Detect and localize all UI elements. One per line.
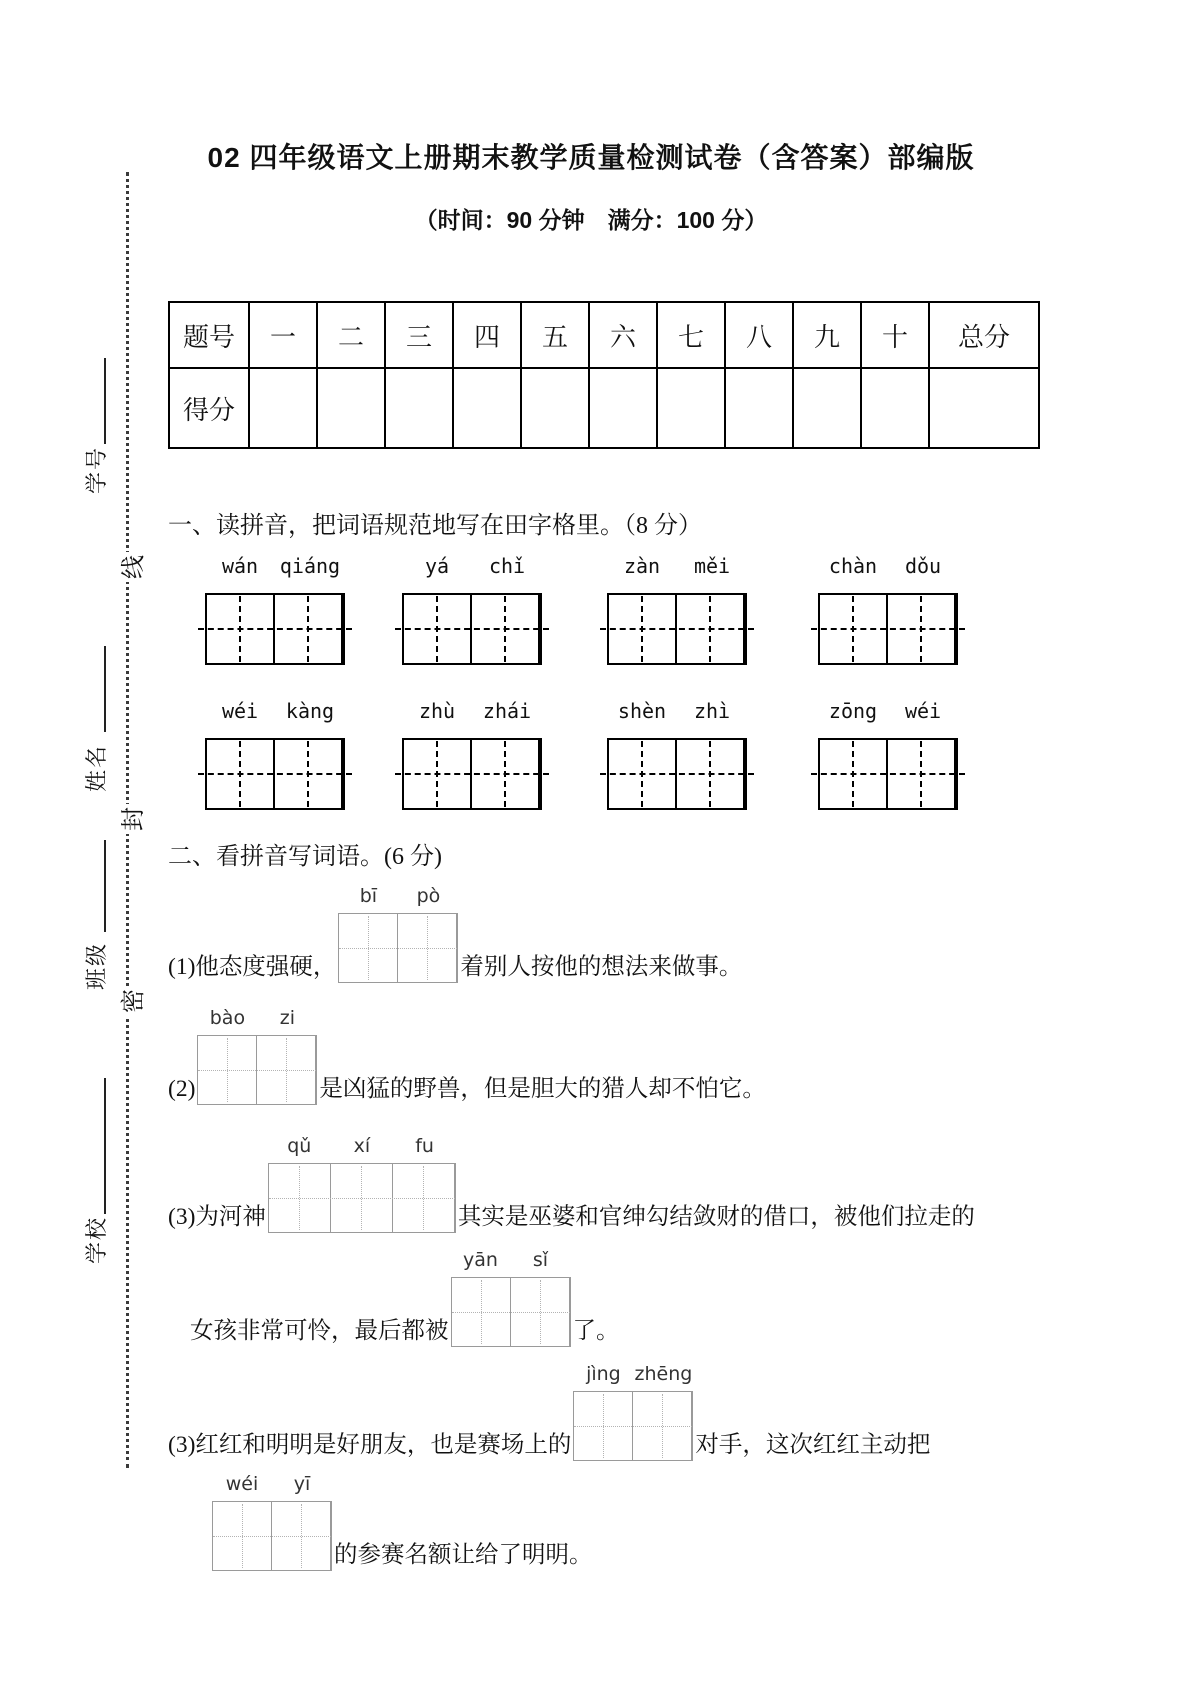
score-cell-empty: [249, 368, 317, 448]
write-box: [451, 1277, 571, 1347]
tian-unit: [607, 554, 747, 665]
write-box-center-dash: [574, 1426, 692, 1427]
score-col-header-总分: 总分: [929, 302, 1039, 368]
pinyin-label: [268, 1135, 456, 1157]
sentence-pre: (2): [168, 1076, 196, 1102]
section2-items: [168, 885, 1014, 1571]
write-box: [212, 1501, 332, 1571]
sentence-line: [168, 1363, 1014, 1461]
pinyin-syllable: zhù: [418, 699, 456, 723]
score-col-header-七: 七: [657, 302, 725, 368]
pinyin-syllable: dǒu: [904, 554, 942, 578]
score-col-header-三: 三: [385, 302, 453, 368]
pinyin-label: [818, 554, 958, 578]
pinyin-syllable: fu: [415, 1135, 434, 1157]
score-cell-empty: [589, 368, 657, 448]
sentence-post: 对手，这次红红主动把: [695, 1432, 931, 1458]
pinyin-syllable: xí: [353, 1135, 371, 1157]
score-table-score-row: [169, 368, 1039, 448]
page-title: 02 四年级语文上册期末教学质量检测试卷（含答案）部编版: [207, 142, 975, 173]
pinyin-box: [338, 885, 458, 983]
score-row-label: 得分: [169, 368, 249, 448]
pinyin-syllable: zhái: [482, 699, 532, 723]
sentence-line: [210, 1473, 1014, 1571]
score-cell-empty: [317, 368, 385, 448]
tian-center-dash: [395, 773, 549, 775]
tian-center-dash: [198, 628, 352, 630]
exam-time-score: （时间：90 分钟 满分：100 分）: [414, 207, 768, 233]
blank-line-1: [104, 646, 106, 732]
write-box-center-dash: [198, 1070, 316, 1071]
seal-line-char-2: 密: [113, 986, 148, 1016]
write-box-center-dash: [452, 1312, 570, 1313]
field-label-3: 学校: [84, 1215, 109, 1264]
sentence-post: 了。: [572, 1318, 620, 1344]
field-label-1: 姓名: [84, 743, 109, 792]
tian-grid: [205, 738, 345, 810]
score-cell-empty: [929, 368, 1039, 448]
sentence-post: 的参赛名额让给了明明。: [334, 1542, 593, 1568]
seal-line-char-0: 线: [113, 552, 148, 582]
tian-grid: [818, 738, 958, 810]
score-col-header-九: 九: [793, 302, 861, 368]
tian-unit: [402, 699, 542, 810]
tian-row-0: [168, 554, 1014, 665]
sentence-line: [190, 1249, 1014, 1347]
pinyin-syllable: kàng: [285, 699, 335, 723]
pinyin-syllable: chàn: [828, 554, 878, 578]
pinyin-syllable: zhì: [693, 699, 731, 723]
tian-center-dash: [811, 628, 965, 630]
seal-line-char-1: 封: [113, 804, 148, 834]
tian-grid: [607, 738, 747, 810]
sentence-pre: (3)红红和明明是好朋友，也是赛场上的: [168, 1432, 572, 1458]
score-col-header-四: 四: [453, 302, 521, 368]
pinyin-label: [402, 699, 542, 723]
tian-center-dash: [198, 773, 352, 775]
pinyin-label: [205, 554, 345, 578]
section1-grid-rows: [168, 554, 1014, 810]
score-col-header-五: 五: [521, 302, 589, 368]
score-col-header-八: 八: [725, 302, 793, 368]
pinyin-box: [212, 1473, 332, 1571]
pinyin-syllable: bào: [209, 1007, 246, 1029]
pinyin-syllable: wéi: [221, 699, 259, 723]
pinyin-syllable: wéi: [904, 699, 942, 723]
pinyin-syllable: zōng: [828, 699, 878, 723]
pinyin-syllable: zi: [279, 1007, 296, 1029]
score-col-header-六: 六: [589, 302, 657, 368]
pinyin-label: [818, 699, 958, 723]
sentence-pre: (1)他态度强硬，: [168, 954, 337, 980]
score-cell-empty: [521, 368, 589, 448]
write-box: [338, 913, 458, 983]
pinyin-syllable: yá: [424, 554, 450, 578]
pinyin-label: [607, 554, 747, 578]
pinyin-syllable: wán: [221, 554, 259, 578]
write-box-center-dash: [339, 948, 457, 949]
sentence-post: 是凶猛的野兽，但是胆大的猎人却不怕它。: [319, 1076, 766, 1102]
field-label-0: 学号: [84, 445, 109, 494]
pinyin-label: [338, 885, 458, 907]
pinyin-label: [402, 554, 542, 578]
pinyin-label: [451, 1249, 571, 1271]
write-box: [573, 1391, 693, 1461]
sentence-post: 其实是巫婆和官绅勾结敛财的借口，被他们拉走的: [457, 1204, 975, 1230]
pinyin-syllable: qiáng: [279, 554, 341, 578]
pinyin-syllable: wéi: [225, 1473, 259, 1495]
tian-unit: [818, 554, 958, 665]
pinyin-label: [607, 699, 747, 723]
sentence-line: [168, 1007, 1014, 1105]
pinyin-label: [212, 1473, 332, 1495]
blank-line-3: [104, 1078, 106, 1214]
tian-unit: [205, 554, 345, 665]
pinyin-syllable: yān: [463, 1249, 498, 1271]
tian-center-dash: [395, 628, 549, 630]
pinyin-syllable: bī: [359, 885, 378, 907]
write-box-center-dash: [213, 1536, 331, 1537]
score-cell-empty: [453, 368, 521, 448]
section1-heading: 一、读拼音，把词语规范地写在田字格里。（8 分）: [168, 513, 702, 539]
pinyin-syllable: shèn: [617, 699, 667, 723]
pinyin-label: [205, 699, 345, 723]
tian-unit: [205, 699, 345, 810]
write-box-center-dash: [269, 1198, 455, 1199]
field-label-2: 班级: [84, 941, 109, 990]
sentence-post: 着别人按他的想法来做事。: [460, 954, 743, 980]
score-table: [168, 301, 1040, 449]
tian-grid: [607, 593, 747, 665]
pinyin-label: [197, 1007, 317, 1029]
pinyin-box: [451, 1249, 571, 1347]
score-cell-empty: [725, 368, 793, 448]
sentence-pre: (3)为河神: [168, 1204, 266, 1230]
score-col-header-十: 十: [861, 302, 929, 368]
write-box: [268, 1163, 456, 1233]
pinyin-box: [268, 1135, 456, 1233]
main-column: [168, 0, 1014, 1571]
tian-grid: [402, 738, 542, 810]
pinyin-syllable: zàn: [623, 554, 661, 578]
tian-row-1: [168, 699, 1014, 810]
score-cell-empty: [861, 368, 929, 448]
pinyin-syllable: qǔ: [287, 1135, 312, 1157]
sentence-line: [168, 1135, 1014, 1233]
pinyin-syllable: zhēng: [634, 1363, 693, 1385]
blank-line-2: [104, 840, 106, 932]
score-table-corner-label: 题号: [169, 302, 249, 368]
score-cell-empty: [385, 368, 453, 448]
tian-unit: [818, 699, 958, 810]
sentence-pre: 女孩非常可怜，最后都被: [190, 1318, 449, 1344]
tian-unit: [607, 699, 747, 810]
blank-line-0: [104, 358, 106, 444]
tian-unit: [402, 554, 542, 665]
pinyin-box: [197, 1007, 317, 1105]
tian-grid: [818, 593, 958, 665]
tian-center-dash: [600, 773, 754, 775]
pinyin-label: [573, 1363, 693, 1385]
pinyin-syllable: sǐ: [532, 1249, 549, 1271]
write-box: [197, 1035, 317, 1105]
score-cell-empty: [793, 368, 861, 448]
score-col-header-二: 二: [317, 302, 385, 368]
tian-center-dash: [811, 773, 965, 775]
score-col-header-一: 一: [249, 302, 317, 368]
pinyin-syllable: pò: [416, 885, 441, 907]
score-table-header-row: [169, 302, 1039, 368]
sentence-line: [168, 885, 1014, 983]
pinyin-syllable: měi: [693, 554, 731, 578]
tian-center-dash: [600, 628, 754, 630]
score-cell-empty: [657, 368, 725, 448]
pinyin-syllable: yī: [293, 1473, 311, 1495]
pinyin-box: [573, 1363, 693, 1461]
pinyin-syllable: chǐ: [488, 554, 526, 578]
pinyin-syllable: jìng: [586, 1363, 621, 1385]
tian-grid: [205, 593, 345, 665]
tian-grid: [402, 593, 542, 665]
section2-heading: 二、看拼音写词语。(6 分): [168, 844, 442, 870]
